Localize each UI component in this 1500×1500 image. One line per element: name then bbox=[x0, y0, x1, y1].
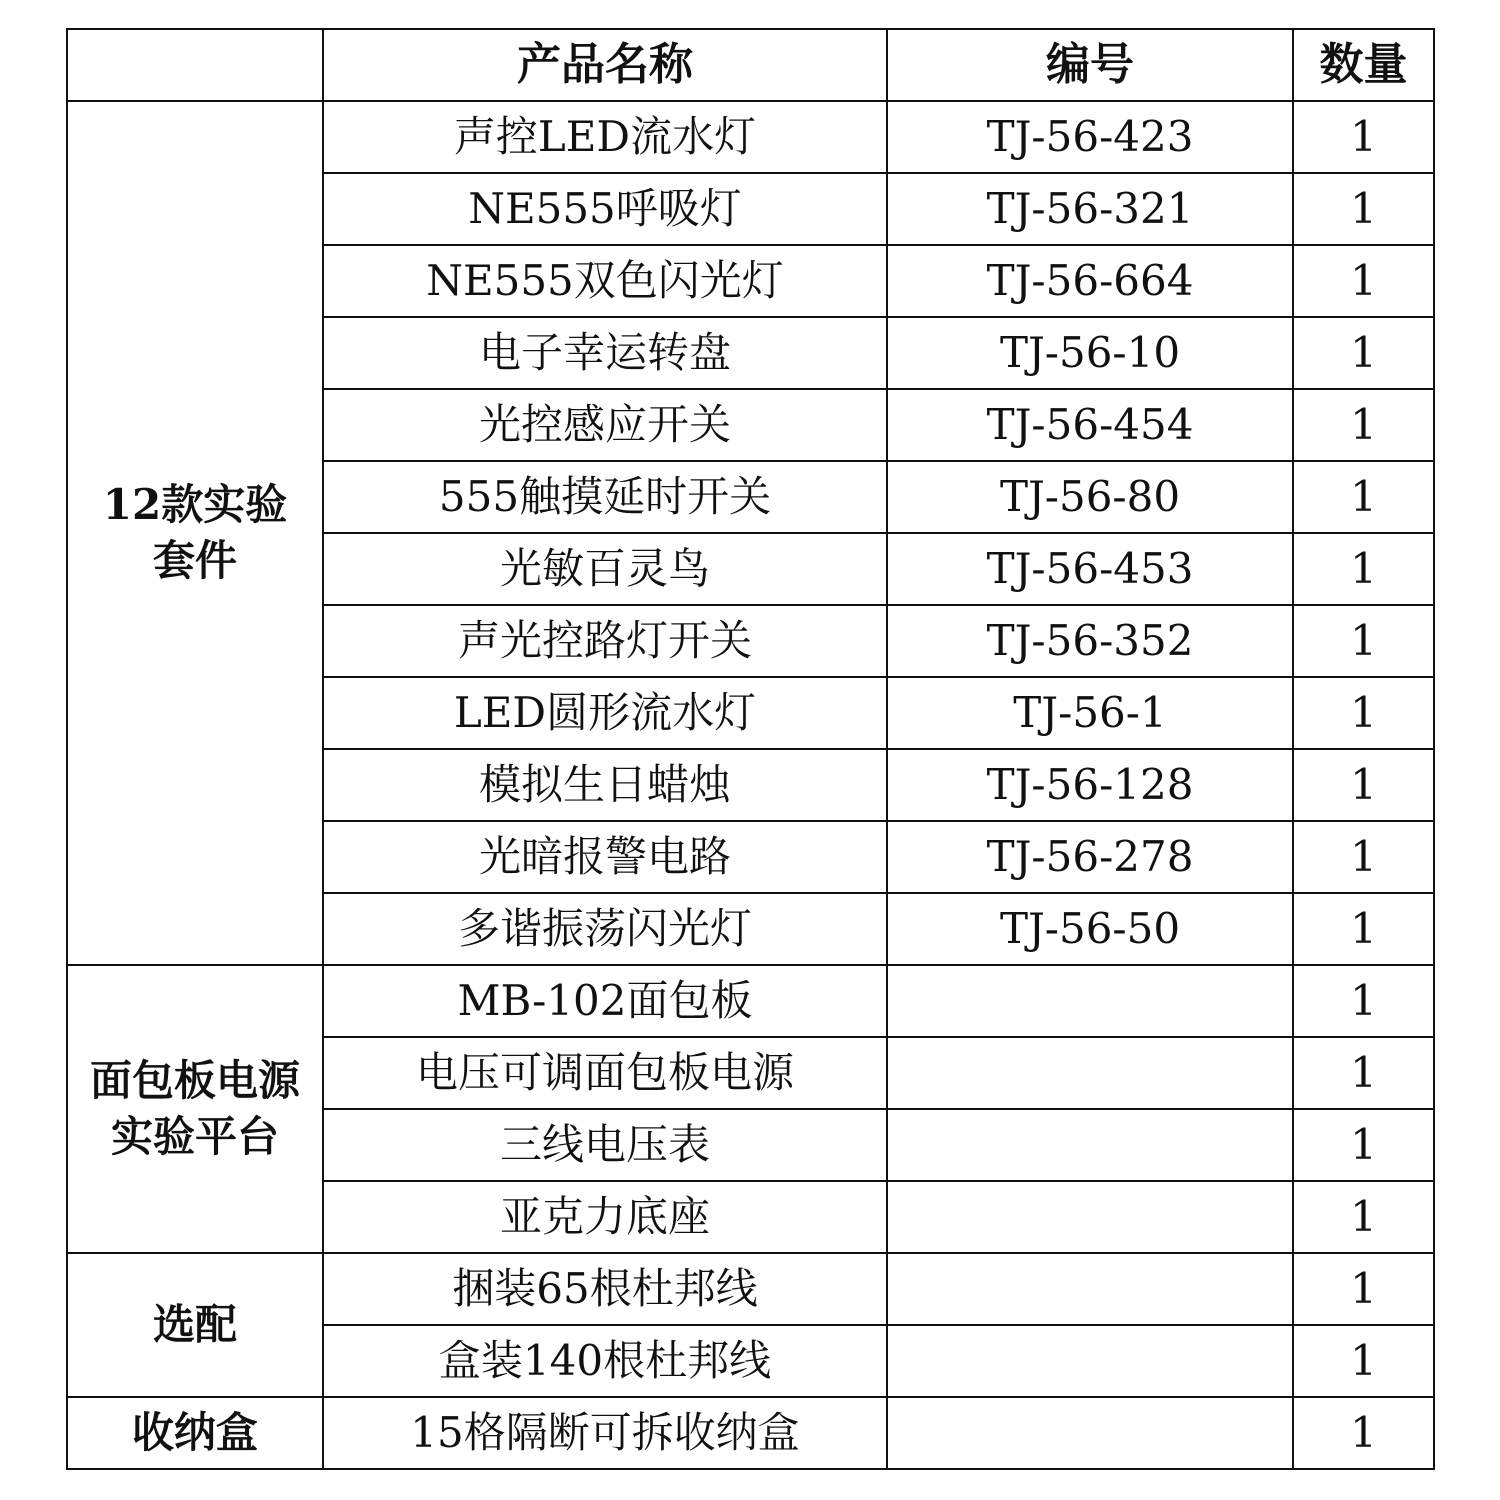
group-storage: 收纳盒 bbox=[67, 1397, 323, 1469]
table-row bbox=[67, 965, 1434, 1037]
product-qty: 1 bbox=[1293, 821, 1434, 893]
product-qty: 1 bbox=[1293, 1109, 1434, 1181]
product-name: 电压可调面包板电源 bbox=[323, 1037, 887, 1109]
product-qty: 1 bbox=[1293, 965, 1434, 1037]
product-qty: 1 bbox=[1293, 101, 1434, 173]
product-code bbox=[887, 1397, 1293, 1469]
product-code bbox=[887, 965, 1293, 1037]
product-qty: 1 bbox=[1293, 1325, 1434, 1397]
product-code: TJ-56-1 bbox=[887, 677, 1293, 749]
table-row bbox=[67, 101, 1434, 173]
product-code: TJ-56-664 bbox=[887, 245, 1293, 317]
product-name: 光控感应开关 bbox=[323, 389, 887, 461]
product-qty: 1 bbox=[1293, 677, 1434, 749]
product-code: TJ-56-453 bbox=[887, 533, 1293, 605]
product-qty: 1 bbox=[1293, 173, 1434, 245]
product-list-table bbox=[66, 28, 1435, 1470]
product-name: 亚克力底座 bbox=[323, 1181, 887, 1253]
product-name: 多谐振荡闪光灯 bbox=[323, 893, 887, 965]
product-code: TJ-56-278 bbox=[887, 821, 1293, 893]
product-name: 15格隔断可拆收纳盒 bbox=[323, 1397, 887, 1469]
product-qty: 1 bbox=[1293, 1181, 1434, 1253]
group-optional: 选配 bbox=[67, 1253, 323, 1397]
product-code bbox=[887, 1181, 1293, 1253]
product-name: 电子幸运转盘 bbox=[323, 317, 887, 389]
product-code: TJ-56-10 bbox=[887, 317, 1293, 389]
product-code: TJ-56-128 bbox=[887, 749, 1293, 821]
product-code: TJ-56-352 bbox=[887, 605, 1293, 677]
product-qty: 1 bbox=[1293, 461, 1434, 533]
product-name: NE555双色闪光灯 bbox=[323, 245, 887, 317]
group-platform: 面包板电源实验平台 bbox=[67, 965, 323, 1253]
product-qty: 1 bbox=[1293, 893, 1434, 965]
product-code bbox=[887, 1253, 1293, 1325]
product-qty: 1 bbox=[1293, 245, 1434, 317]
product-code: TJ-56-80 bbox=[887, 461, 1293, 533]
product-code: TJ-56-423 bbox=[887, 101, 1293, 173]
product-code: TJ-56-454 bbox=[887, 389, 1293, 461]
product-name: NE555呼吸灯 bbox=[323, 173, 887, 245]
product-code: TJ-56-50 bbox=[887, 893, 1293, 965]
product-name: 三线电压表 bbox=[323, 1109, 887, 1181]
product-code: TJ-56-321 bbox=[887, 173, 1293, 245]
header-code: 编号 bbox=[887, 29, 1293, 101]
product-qty: 1 bbox=[1293, 317, 1434, 389]
product-code bbox=[887, 1109, 1293, 1181]
header-group bbox=[67, 29, 323, 101]
product-code bbox=[887, 1325, 1293, 1397]
product-qty: 1 bbox=[1293, 1253, 1434, 1325]
product-name: 捆装65根杜邦线 bbox=[323, 1253, 887, 1325]
product-name: 声控LED流水灯 bbox=[323, 101, 887, 173]
product-qty: 1 bbox=[1293, 1397, 1434, 1469]
header-product-name: 产品名称 bbox=[323, 29, 887, 101]
product-name: 盒装140根杜邦线 bbox=[323, 1325, 887, 1397]
product-name: 555触摸延时开关 bbox=[323, 461, 887, 533]
header-row bbox=[67, 29, 1434, 101]
product-name: LED圆形流水灯 bbox=[323, 677, 887, 749]
product-qty: 1 bbox=[1293, 1037, 1434, 1109]
product-name: 模拟生日蜡烛 bbox=[323, 749, 887, 821]
product-qty: 1 bbox=[1293, 389, 1434, 461]
header-quantity: 数量 bbox=[1293, 29, 1434, 101]
product-code bbox=[887, 1037, 1293, 1109]
product-name: 光敏百灵鸟 bbox=[323, 533, 887, 605]
product-qty: 1 bbox=[1293, 605, 1434, 677]
product-qty: 1 bbox=[1293, 533, 1434, 605]
product-name: 声光控路灯开关 bbox=[323, 605, 887, 677]
table-row bbox=[67, 1253, 1434, 1325]
group-kits: 12款实验套件 bbox=[67, 101, 323, 965]
product-qty: 1 bbox=[1293, 749, 1434, 821]
product-name: MB-102面包板 bbox=[323, 965, 887, 1037]
table-row bbox=[67, 1397, 1434, 1469]
product-name: 光暗报警电路 bbox=[323, 821, 887, 893]
